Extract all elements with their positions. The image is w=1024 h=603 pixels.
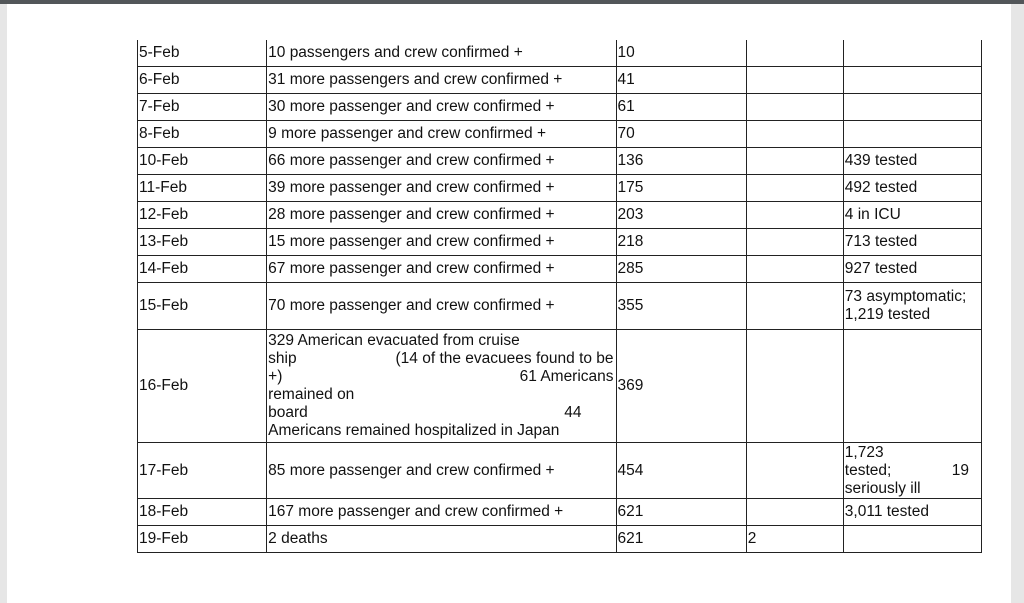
date-cell: 10-Feb — [138, 148, 267, 175]
date-cell: 8-Feb — [138, 121, 267, 148]
date-cell: 16-Feb — [138, 330, 267, 443]
date-cell: 12-Feb — [138, 202, 267, 229]
date-cell: 19-Feb — [138, 526, 267, 553]
date-cell: 7-Feb — [138, 94, 267, 121]
total-cell: 61 — [616, 94, 746, 121]
total-cell: 621 — [616, 499, 746, 526]
description-fragment: (14 of the evacuees found to be — [395, 350, 614, 367]
notes-cell — [843, 121, 981, 148]
description-fragment: 44 — [564, 404, 582, 421]
deaths-cell — [746, 175, 843, 202]
description-cell: 31 more passengers and crew confirmed + — [267, 67, 616, 94]
deaths-cell — [746, 330, 843, 443]
notes-cell: 4 in ICU — [843, 202, 981, 229]
description-cell: 10 passengers and crew confirmed + — [267, 40, 616, 67]
total-cell: 10 — [616, 40, 746, 67]
table-row — [138, 229, 982, 256]
total-cell: 218 — [616, 229, 746, 256]
date-cell: 11-Feb — [138, 175, 267, 202]
table-row — [138, 67, 982, 94]
notes-cell — [843, 94, 981, 121]
notes-cell: 713 tested — [843, 229, 981, 256]
notes-line: 73 asymptomatic; — [844, 288, 967, 305]
description-cell: 28 more passenger and crew confirmed + — [267, 202, 616, 229]
deaths-cell — [746, 67, 843, 94]
description-cell: 39 more passenger and crew confirmed + — [267, 175, 616, 202]
table-row — [138, 94, 982, 121]
deaths-cell — [746, 202, 843, 229]
notes-cell — [843, 283, 981, 330]
description-cell: 70 more passenger and crew confirmed + — [267, 283, 616, 330]
table-row — [138, 175, 982, 202]
total-cell: 285 — [616, 256, 746, 283]
notes-cell — [843, 67, 981, 94]
description-line — [268, 368, 613, 386]
total-cell: 203 — [616, 202, 746, 229]
date-cell: 14-Feb — [138, 256, 267, 283]
table-row — [138, 330, 982, 443]
description-fragment: 61 Americans — [519, 368, 614, 385]
description-cell: 2 deaths — [267, 526, 616, 553]
notes-cell — [843, 40, 981, 67]
total-cell: 41 — [616, 67, 746, 94]
total-cell: 454 — [616, 443, 746, 499]
table-row — [138, 283, 982, 330]
description-fragment: board — [268, 404, 308, 421]
notes-cell: 492 tested — [843, 175, 981, 202]
date-cell: 18-Feb — [138, 499, 267, 526]
date-cell: 5-Feb — [138, 40, 267, 67]
description-cell: 66 more passenger and crew confirmed + — [267, 148, 616, 175]
deaths-cell — [746, 94, 843, 121]
date-cell: 6-Feb — [138, 67, 267, 94]
notes-fragment: tested; — [844, 461, 892, 479]
table-row — [138, 499, 982, 526]
total-cell: 70 — [616, 121, 746, 148]
total-cell: 621 — [616, 526, 746, 553]
description-line — [268, 350, 613, 368]
notes-line: seriously ill — [844, 479, 921, 497]
table-row — [138, 40, 982, 67]
date-cell: 13-Feb — [138, 229, 267, 256]
deaths-cell — [746, 121, 843, 148]
notes-cell: 439 tested — [843, 148, 981, 175]
notes-line: 1,219 tested — [844, 306, 931, 323]
deaths-cell — [746, 229, 843, 256]
description-line: Americans remained hospitalized in Japan — [268, 422, 560, 439]
deaths-cell — [746, 283, 843, 330]
description-line: 329 American evacuated from cruise — [268, 332, 520, 349]
table-row — [138, 256, 982, 283]
notes-cell: 3,011 tested — [843, 499, 981, 526]
notes-line — [845, 462, 979, 480]
description-cell: 167 more passenger and crew confirmed + — [267, 499, 616, 526]
notes-line: 1,723 — [844, 443, 884, 461]
cases-table — [137, 40, 982, 553]
total-cell: 355 — [616, 283, 746, 330]
deaths-cell — [746, 443, 843, 499]
description-line: remained on — [268, 386, 355, 403]
notes-cell — [843, 526, 981, 553]
table-row — [138, 148, 982, 175]
description-line — [268, 404, 613, 422]
description-fragment: ship — [268, 350, 297, 367]
description-cell — [267, 330, 616, 443]
description-cell: 9 more passenger and crew confirmed + — [267, 121, 616, 148]
table-row — [138, 202, 982, 229]
total-cell: 136 — [616, 148, 746, 175]
date-cell: 17-Feb — [138, 443, 267, 499]
deaths-cell: 2 — [746, 526, 843, 553]
notes-fragment: 19 — [951, 461, 969, 479]
table-row — [138, 526, 982, 553]
table-row — [138, 443, 982, 499]
table-row — [138, 121, 982, 148]
deaths-cell — [746, 148, 843, 175]
deaths-cell — [746, 40, 843, 67]
description-cell: 67 more passenger and crew confirmed + — [267, 256, 616, 283]
deaths-cell — [746, 256, 843, 283]
date-cell: 15-Feb — [138, 283, 267, 330]
notes-cell — [843, 443, 981, 499]
description-cell: 15 more passenger and crew confirmed + — [267, 229, 616, 256]
total-cell: 369 — [616, 330, 746, 443]
total-cell: 175 — [616, 175, 746, 202]
deaths-cell — [746, 499, 843, 526]
notes-cell: 927 tested — [843, 256, 981, 283]
description-cell: 30 more passenger and crew confirmed + — [267, 94, 616, 121]
description-fragment: +) — [268, 368, 283, 385]
description-cell: 85 more passenger and crew confirmed + — [267, 443, 616, 499]
notes-cell — [843, 330, 981, 443]
